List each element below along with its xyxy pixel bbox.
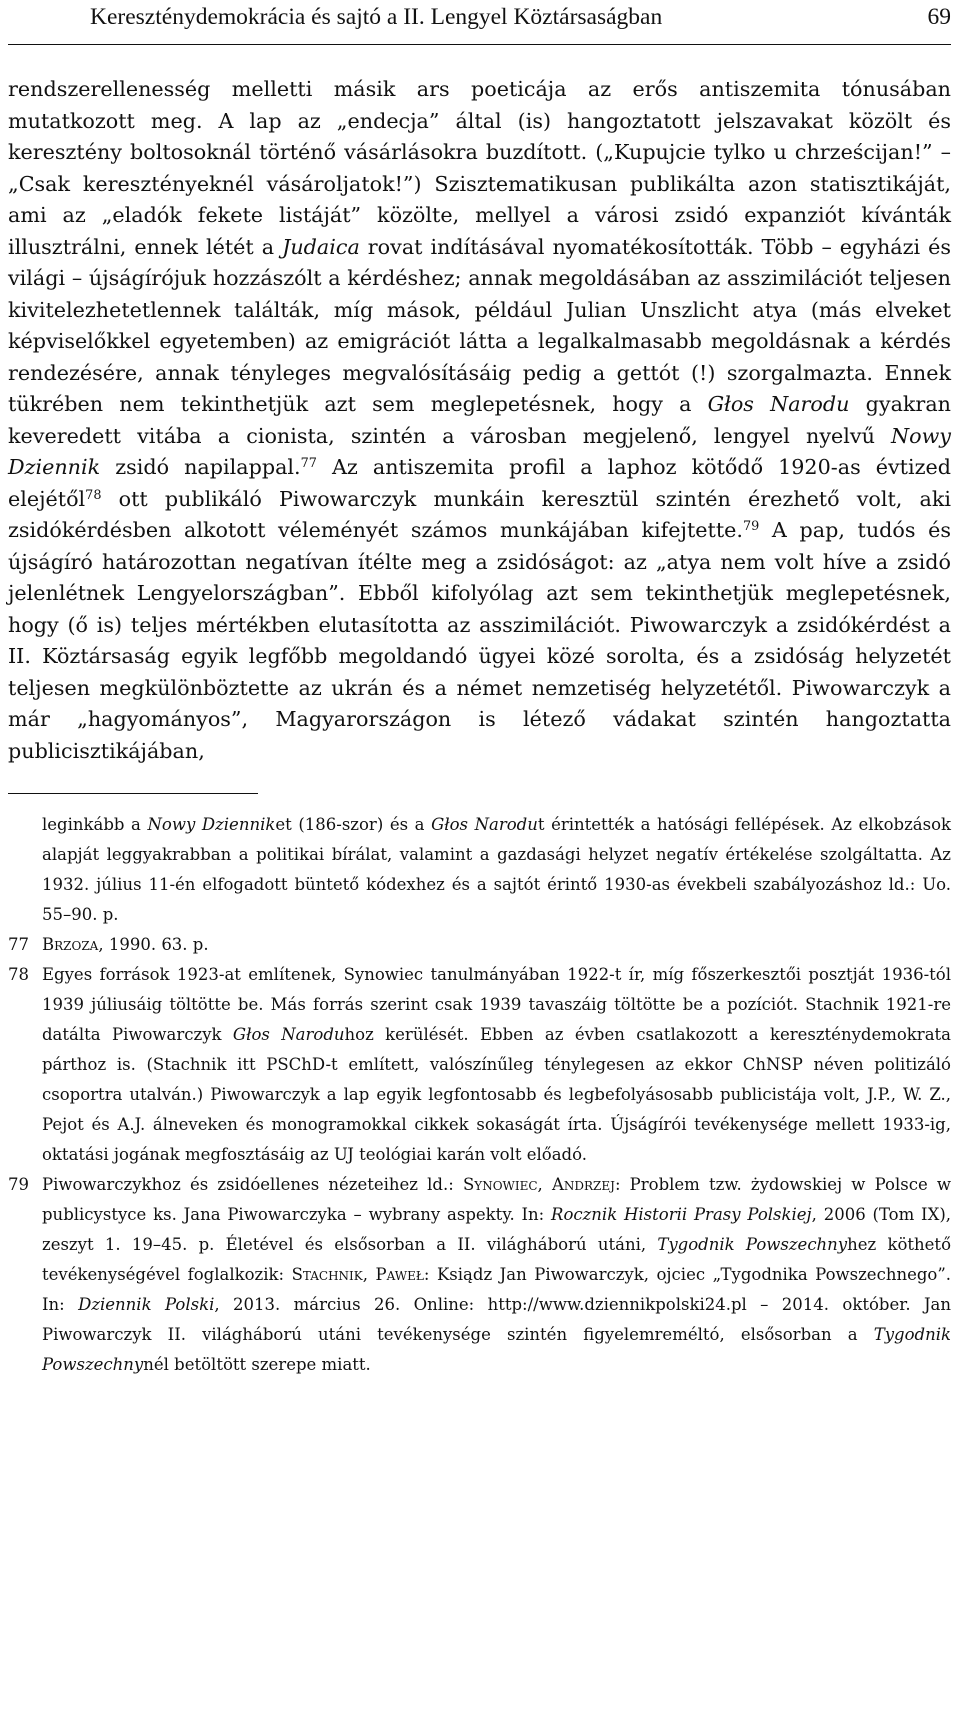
italic-title: Dziennik Polski — [78, 1295, 215, 1314]
footnotes — [8, 810, 951, 1380]
body-paragraph — [8, 74, 951, 767]
text-run: nél betöltött szerepe miatt. — [143, 1355, 371, 1374]
text-run: Piwowarczykhoz és zsidóellenes nézeteihez ld.: — [42, 1175, 463, 1194]
text-run: leginkább a — [42, 815, 148, 834]
italic-title: Tygodnik Powszechny — [657, 1235, 848, 1254]
footnote-number: 78 — [8, 965, 29, 984]
italic-title: Nowy Dziennik — [147, 815, 276, 834]
italic-title: Tygodnik Powszechny — [42, 1325, 951, 1374]
text-run: rendszerellenesség melletti másik ars poeticája az erős antiszemita tónusában mutatkozott meg. A lap az „endecja” által (is) hangoztatott jelszavakat közölt és keresztény boltosoknál történő vásárlásokra buzdított. („Kupujcie tylko u chrześcijan!” – „Csak keresztényeknél vásároljatok!”) Szisztematikusan publikálta azon statisztikáját, ami az „eladók fekete listáját” közölte, mellyel a városi zsidó expanziót kívánták illusztrálni, ennek létét a — [8, 77, 951, 259]
italic-title: Rocznik Historii Prasy Polskiej — [551, 1205, 812, 1224]
page — [8, 0, 951, 1380]
text-run: Egyes források 1923-at említenek, Synowiec tanulmányában 1922-t ír, míg főszerkesztői posztját 1936-tól 1939 júliusáig töltötte be. Más forrás szerint csak 1939 tavaszáig töltötte be a pozíciót. Stachnik 1921-re datálta Piwowarczyk — [42, 965, 951, 1044]
footnote-77 — [8, 930, 951, 960]
italic-title: Nowy Dziennik — [8, 423, 951, 479]
text-run: , 2013. március 26. Online: http://www.dziennikpolski24.pl – 2014. október. Jan Piwowarczyk II. világháború utáni tevékenysége szintén figyelemreméltó, elsősorban a — [42, 1295, 952, 1344]
text-run: hoz kerülését. Ebben az évben csatlakozott a kereszténydemokrata párthoz is. (Stachnik itt PSChD-t említett, valószínűleg ténylegesen az ekkor ChNSP néven politizáló csoportra utalván.) Piwowarczyk a lap egyik legfontosabb és legbefolyásosabb publicistája volt, J.P., W. Z., Pejot és A.J. álneveken és monogramokkal cikkek sokaságát írta. Újságírói tevékenysége mellett 1933-ig, oktatási jogának megfosztásáig az UJ teológiai karán volt előadó. — [42, 1025, 951, 1164]
page-number: 69 — [927, 4, 951, 30]
footnote-number: 79 — [8, 1175, 29, 1194]
text-run: et (186-szor) és a — [275, 815, 432, 834]
text-run: zsidó napilappal. — [100, 455, 301, 479]
text-run: , 1990. 63. p. — [98, 935, 209, 954]
text-run: : Ksiądz Jan Piwowarczyk, ojciec „Tygodnika Powszechnego”. In: — [42, 1265, 952, 1314]
text-run: rovat indításával nyomatékosították. Több – egyházi és világi – újságírójuk hozzászólt a kérdéshez; annak megoldásában az asszimilációt teljesen kivitelezhetetlennek találták, míg mások, például Julian Unszlicht atya (más elveket képviselőkkel egyetemben) az emigrációt látta a legalkalmasabb megoldásnak a kérdés rendezésére, annak tényleges megvalósításáig pedig a gettót (!) szorgalmazta. Ennek tükrében nem tekinthetjük azt sem meglepetésnek, hogy a — [8, 234, 951, 416]
italic-title: Judaica — [282, 234, 360, 259]
text-run: A pap, tudós és újságíró határozottan negatívan ítélte meg a zsidóságot: az „atya nem volt híve a zsidó jelenlétnek Lengyelországban”. Ebből kifolyólag azt sem tekinthetjük meglepetésnek, hogy (ő is) teljes mértékben elutasította az asszimilációt. Piwowarczyk a zsidókérdést a II. Köztársaság egyik legfőbb megoldandó ügyei közé sorolta, és a zsidóság helyzetét teljesen megkülönböztette az ukrán és a német nemzetiség helyzetétől. Piwowarczyk a már „hagyományos”, Magyarországon is létező vádakat szintén hangoztatta publicisztikájában, — [8, 518, 951, 763]
text-run: ott publikáló Piwowarczyk munkáin keresztül szintén érezhető volt, aki zsidókérdésben alkotott véleményét számos munkájában kifejtette. — [8, 486, 951, 542]
text-run: : Problem tzw. żydowskiej w Polsce w publicystyce ks. Jana Piwowarczyka – wybrany aspekty. In: — [42, 1175, 951, 1224]
italic-title: Głos Narodu — [232, 1025, 345, 1044]
footnote-79 — [8, 1170, 951, 1380]
header-title: Kereszténydemokrácia és sajtó a II. Lengyel Köztársaságban — [90, 4, 663, 30]
footnote-ref-78[interactable]: 78 — [85, 487, 102, 503]
italic-title: Głos Narodu — [707, 392, 850, 416]
footnote-continuation — [8, 810, 951, 930]
main-text — [8, 74, 951, 767]
text-run: , 2006 (Tom IX), zeszyt 1. 19–45. p. Életével és elsősorban a II. világháború utáni, — [42, 1205, 951, 1254]
italic-title: Głos Narodu — [431, 815, 538, 834]
text-run: gyakran keveredett vitába a cionista, szintén a városban megjelenő, lengyel nyelvű — [8, 392, 951, 448]
text-run: hez köthető tevékenységével foglalkozik: — [42, 1235, 951, 1284]
footnote-number: 77 — [8, 935, 29, 954]
footnote-78 — [8, 960, 951, 1170]
running-header — [8, 4, 951, 45]
footnote-ref-79[interactable]: 79 — [742, 518, 760, 534]
footnote-divider — [8, 793, 258, 794]
author-name: Stachnik, Paweł — [291, 1265, 424, 1284]
author-name: Brzoza — [42, 935, 99, 954]
text-run: t érintették a hatósági fellépések. Az elkobzások alapját leggyakrabban a politikai bírálat, valamint a gazdasági helyzet negatív értékelése szolgáltatta. Az 1932. július 11-én elfogadott büntető kódexhez és a sajtót érintő 1930-as évekbeli szabályozáshoz ld.: Uo. 55–90. p. — [42, 815, 952, 924]
footnote-ref-77[interactable]: 77 — [300, 455, 317, 471]
text-run: Az antiszemita profil a laphoz kötődő 1920-as évtized elejétől — [8, 455, 951, 511]
author-name: Synowiec, Andrzej — [462, 1175, 615, 1194]
